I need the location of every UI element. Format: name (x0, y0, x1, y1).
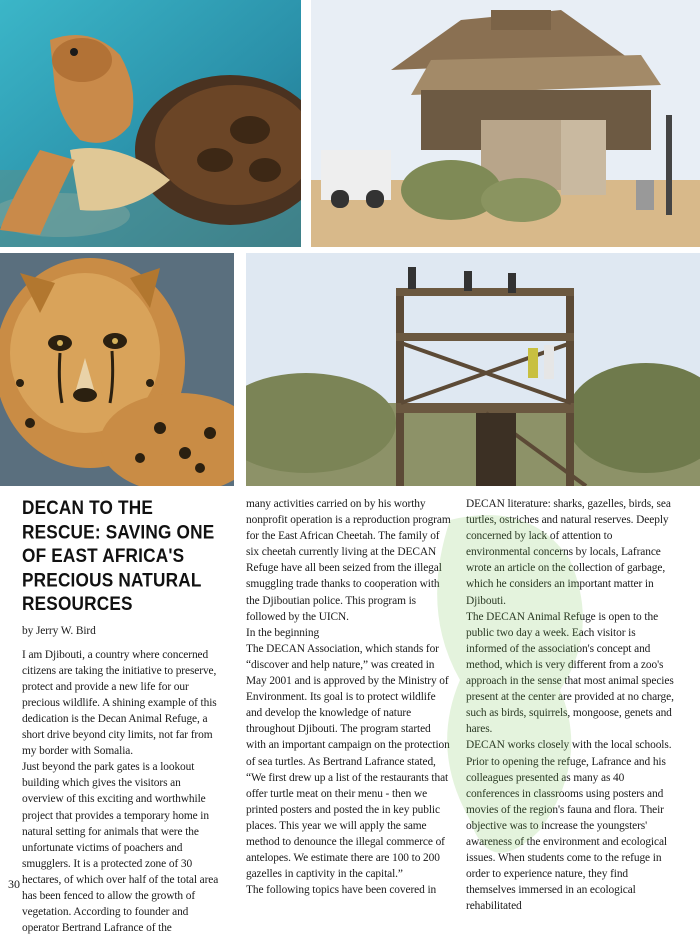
body-paragraph: DECAN works closely with the local schools. Prior to opening the refuge, Lafrance and his colleagues presented as many as 40 conferences in classrooms using posters and movies of the region's fauna and flora. Their objective was to increase the youngsters' awareness of the environment and ecological issues. When students come to the refuge in order to experience nature, they find themselves immersed in an ecological rehabilitated (466, 739, 672, 913)
article-column-3 (466, 496, 676, 914)
byline: by Jerry W. Bird (22, 624, 96, 637)
wooden-lookout-tower-photo (246, 253, 700, 486)
body-paragraph: The DECAN Animal Refuge is open to the public two day a week. Each visitor is informed of the association's concept and method, which is very different from a zoo's approach in the sense that most animal species present at the center are provided at no charge, such as birds, squirrels, mongoose, genets and hares. (466, 610, 674, 736)
article-headline: DECAN TO THE RESCUE: SAVING ONE OF EAST AFRICA'S PRECIOUS NATURAL RESOURCES (22, 496, 215, 615)
page-number: 30 (8, 877, 20, 891)
subheading: In the beginning (246, 626, 320, 639)
article-column-2 (246, 496, 451, 898)
cheetah-photo (0, 253, 234, 486)
body-paragraph: DECAN literature: sharks, gazelles, birds, sea turtles, ostriches and natural reserves. Deeply concerned by lack of attention to environmental concerns by locals, Lafrance wrote an article on the collection of garbage, which he considers an important matter in Djibouti. (466, 498, 671, 607)
body-paragraph: The following topics have been covered in (246, 884, 437, 897)
body-paragraph: The DECAN Association, which stands for “discover and help nature,” was created in May 2001 and is approved by the Ministry of Environment. Its goal is to protect wildlife and develop the knowledge of nature throughout Djibouti. The program started with an important campaign on the protection of sea turtles. As Bertrand Lafrance stated, “We first drew up a list of the restaurants that offer turtle meat on their menu - then we printed posters and posted the in key public places. This year we will apply the same method to denounce the illegal commerce of antelopes. We estimate there are 100 to 200 gazelles in captivity in the capital.” (246, 642, 450, 881)
body-paragraph: many activities carried on by his worthy nonprofit operation is a reproduction program for the East African Cheetah. The family of six cheetah currently living at the DECAN Refuge have all been seized from the illegal smuggling trade thanks to cooperation with the Djiboutian police. This program is followed by the UICN. (246, 498, 451, 623)
body-paragraph: I am Djibouti, a country where concerned citizens are taking the initiative to preserve, protect and provide a new life for our precious wildlife. A shining example of this dedication is the Decan Animal Refuge, a short drive beyond city limits, not far from my border with Somalia. (22, 648, 217, 758)
thatched-lookout-building-photo (311, 0, 700, 247)
article-column-1 (22, 496, 222, 936)
body-paragraph: Just beyond the park gates is a lookout building which gives the visitors an overview of this exciting and worthwhile project that provides a temporary home in natural setting for animals that were the unfortunate victims of poachers and smugglers. It is a protected zone of 30 hectares, of which over half of the total area has been fenced to allow the growth of vegetation. According to founder and operator Bertrand Lafrance of the (22, 761, 219, 935)
sea-turtle-photo (0, 0, 301, 247)
